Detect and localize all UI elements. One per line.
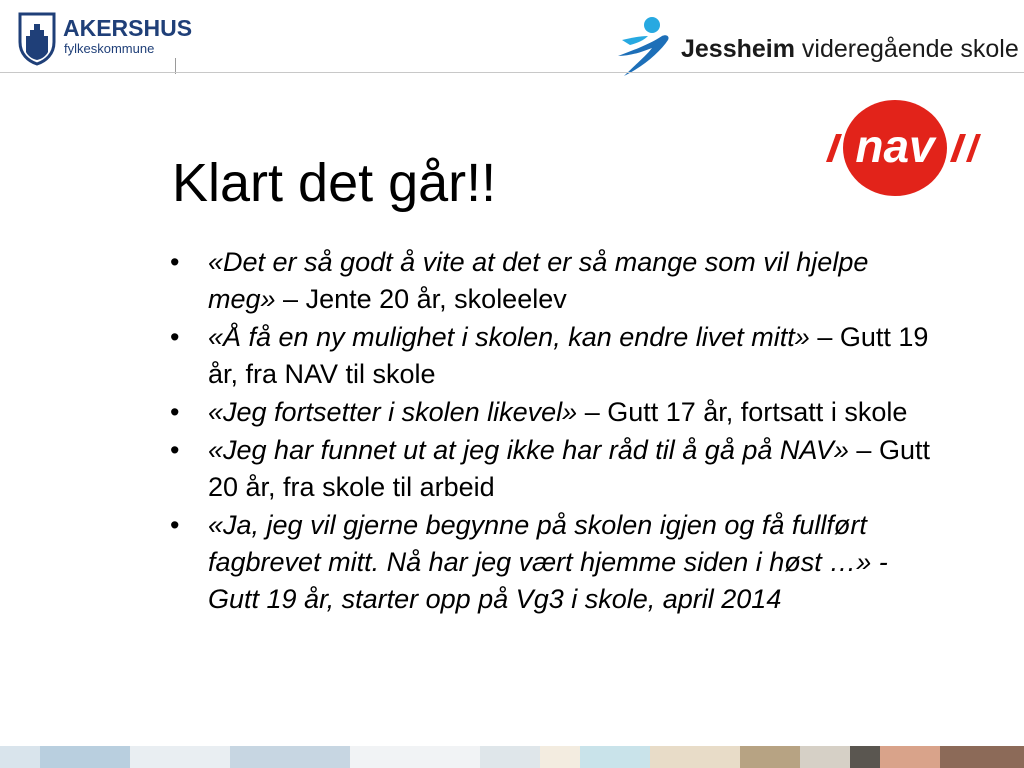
footer-photo-segment [350,746,480,768]
nav-slash-right-1 [950,134,966,162]
bullet-quote: «Jeg har funnet ut at jeg ikke har råd til å gå på NAV» [208,435,849,465]
footer-photo-segment [40,746,130,768]
bullet-quote: «Jeg fortsetter i skolen likevel» [208,397,578,427]
bullet-attribution: – Gutt 20 år, fra skole til arbeid [208,435,930,502]
slide-title: Klart det går!! [172,153,497,213]
bullet-marker: • [170,435,180,465]
jessheim-logo-name: Jessheim [681,35,795,63]
footer-photo-segment [800,746,850,768]
nav-wordmark: nav [855,120,935,172]
footer-photo-segment [740,746,800,768]
nav-slash-right-2 [966,134,981,162]
list-item [170,394,940,431]
footer-photo-strip [0,746,1024,768]
list-item [170,244,940,318]
footer-photo-segment [540,746,580,768]
bullet-attribution: – Gutt 17 år, fortsatt i skole [577,397,908,427]
header-divider [0,72,1024,73]
nav-logo [816,100,986,200]
list-item [170,319,940,393]
akershus-logo-name: AKERSHUS [63,15,193,41]
bullet-marker: • [170,247,180,277]
bullet-attribution: – Gutt 19 år, fra NAV til skole [208,322,929,389]
bullet-marker: • [170,510,180,540]
akershus-logo-subtitle: fylkeskommune [64,41,155,56]
footer-photo-segment [940,746,1024,768]
jessheim-runner-icon [616,16,674,78]
footer-photo-segment [880,746,940,768]
list-item [170,507,940,618]
footer-photo-segment [230,746,350,768]
bullet-quote: «Å få en ny mulighet i skolen, kan endre livet mitt» [208,322,810,352]
akershus-coat-of-arms-icon [18,12,56,66]
bullet-quote: «Det er så godt å vite at det er så mange som vil hjelpe meg» [208,247,869,314]
bullet-marker: • [170,397,180,427]
quote-list [170,244,940,619]
footer-photo-segment [0,746,40,768]
nav-slash-left [826,134,842,162]
bullet-attribution: – Jente 20 år, skoleelev [275,284,567,314]
bullet-quote: «Ja, jeg vil gjerne begynne på skolen igjen og få fullført fagbrevet mitt. Nå har jeg vært hjemme siden i høst …» - Gutt 19 år, starter opp på Vg3 i skole, april 2014 [208,510,888,614]
footer-photo-segment [850,746,880,768]
jessheim-logo-text [681,34,1019,64]
footer-photo-segment [130,746,230,768]
footer-photo-segment [480,746,540,768]
bullet-marker: • [170,322,180,352]
footer-photo-segment [580,746,650,768]
footer-photo-segment [650,746,740,768]
jessheim-logo-rest: videregående skole [794,35,1019,63]
list-item [170,432,940,506]
